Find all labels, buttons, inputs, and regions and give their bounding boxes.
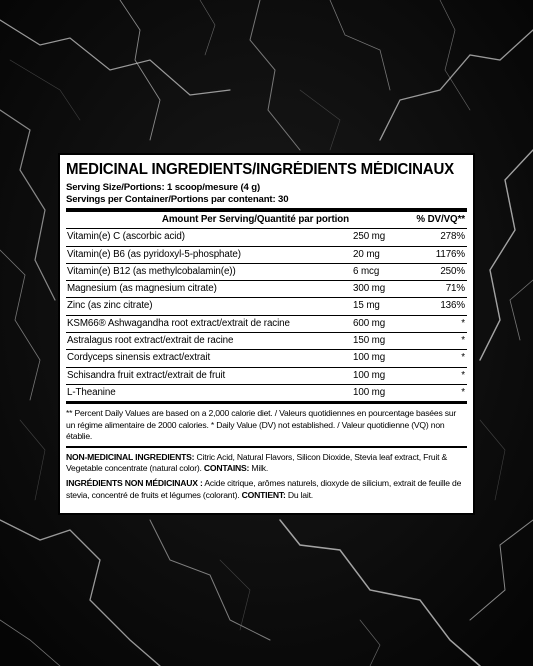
daily-value-footnote: ** Percent Daily Values are based on a 2,000 calorie diet. / Valeurs quotidiennes en pourcentage basées sur un régime alimentaire de 2000 calories. * Daily Value (DV) not established. / Valeur quotidienne (VQ) non établie. xyxy=(66,408,457,442)
ingredient-name: Vitamin(e) B12 (as methylcobalamin(e)) xyxy=(67,265,236,277)
ingredient-dv: 1176% xyxy=(435,248,465,260)
table-row xyxy=(66,298,467,315)
table-row xyxy=(66,367,467,384)
ingredient-dv: 278% xyxy=(440,231,465,243)
ingredient-amount: 100 mg xyxy=(353,386,386,398)
header-amount-label: Amount Per Serving/Quantité par portion xyxy=(161,214,349,225)
ingredient-amount: 20 mg xyxy=(353,248,380,260)
ingredient-dv: 71% xyxy=(445,283,465,295)
header-dv-label: % DV/VQ** xyxy=(416,214,465,225)
section-divider xyxy=(66,446,467,448)
ingredient-amount: 100 mg xyxy=(353,369,386,381)
ingredient-amount: 100 mg xyxy=(353,352,386,364)
ingredient-name: Magnesium (as magnesium citrate) xyxy=(67,283,217,295)
ingredient-name: Astralagus root extract/extrait de racine xyxy=(67,335,234,347)
ingredient-dv: * xyxy=(461,386,465,398)
ingredient-dv: * xyxy=(461,352,465,364)
serving-size: Serving Size/Portions: 1 scoop/mesure (4 g) xyxy=(66,182,261,193)
ingredient-amount: 250 mg xyxy=(353,231,386,243)
contains-text: Milk. xyxy=(249,463,269,474)
servings-per-container: Servings per Container/Portions par contenant: 30 xyxy=(66,193,289,205)
table-row xyxy=(66,333,467,350)
ingredients-table xyxy=(66,212,467,404)
table-row xyxy=(66,384,467,402)
ingredient-dv: 250% xyxy=(440,265,465,277)
non-medicinal-ingredients xyxy=(66,452,467,475)
ingredient-dv: * xyxy=(461,369,465,381)
ingredient-name: Vitamin(e) C (ascorbic acid) xyxy=(67,231,185,243)
ingredients-panel xyxy=(58,153,475,515)
contient-label: CONTIENT: xyxy=(241,489,286,500)
ingredient-name: Cordyceps sinensis extract/extrait xyxy=(67,352,211,364)
non-medicinaux-text: Acide citrique, arômes naturels, dioxyde de silicium, extrait de feuille de stevia, concentré de fruits et légumes (colorant). xyxy=(66,478,462,500)
ingredients-non-medicinaux xyxy=(66,478,467,501)
ingredient-dv: * xyxy=(461,335,465,347)
ingredient-name: Schisandra fruit extract/extrait de fruit xyxy=(67,369,226,381)
table-row xyxy=(66,281,467,298)
non-medicinal-label: NON-MEDICINAL INGREDIENTS: xyxy=(66,451,195,462)
non-medicinal-text: Citric Acid, Natural Flavors, Silicon Dioxide, Stevia leaf extract, Fruit & Vegetable concentrate (natural color). xyxy=(66,451,448,474)
table-row xyxy=(66,246,467,263)
ingredient-amount: 150 mg xyxy=(353,335,386,347)
ingredient-name: Zinc (as zinc citrate) xyxy=(67,300,153,312)
contient-text: Du lait. xyxy=(285,489,313,500)
table-row xyxy=(66,350,467,367)
panel-title: MEDICINAL INGREDIENTS/INGRÉDIENTS MÉDICINAUX xyxy=(66,161,454,178)
ingredient-name: KSM66® Ashwagandha root extract/extrait de racine xyxy=(67,317,290,329)
ingredient-dv: 136% xyxy=(440,300,465,312)
non-medicinaux-label: INGRÉDIENTS NON MÉDICINAUX : xyxy=(66,478,203,489)
table-row xyxy=(66,263,467,280)
ingredient-amount: 15 mg xyxy=(353,300,380,312)
ingredient-name: Vitamin(e) B6 (as pyridoxyl-5-phosphate) xyxy=(67,248,241,260)
ingredient-amount: 600 mg xyxy=(353,317,386,329)
ingredient-amount: 300 mg xyxy=(353,283,386,295)
ingredient-amount: 6 mcg xyxy=(353,265,380,277)
table-row xyxy=(66,315,467,332)
header-spacer xyxy=(349,212,415,229)
table-header-row xyxy=(66,212,467,229)
ingredient-name: L-Theanine xyxy=(67,386,116,398)
ingredient-dv: * xyxy=(461,317,465,329)
table-row xyxy=(66,229,467,246)
contains-label: CONTAINS: xyxy=(203,463,250,474)
